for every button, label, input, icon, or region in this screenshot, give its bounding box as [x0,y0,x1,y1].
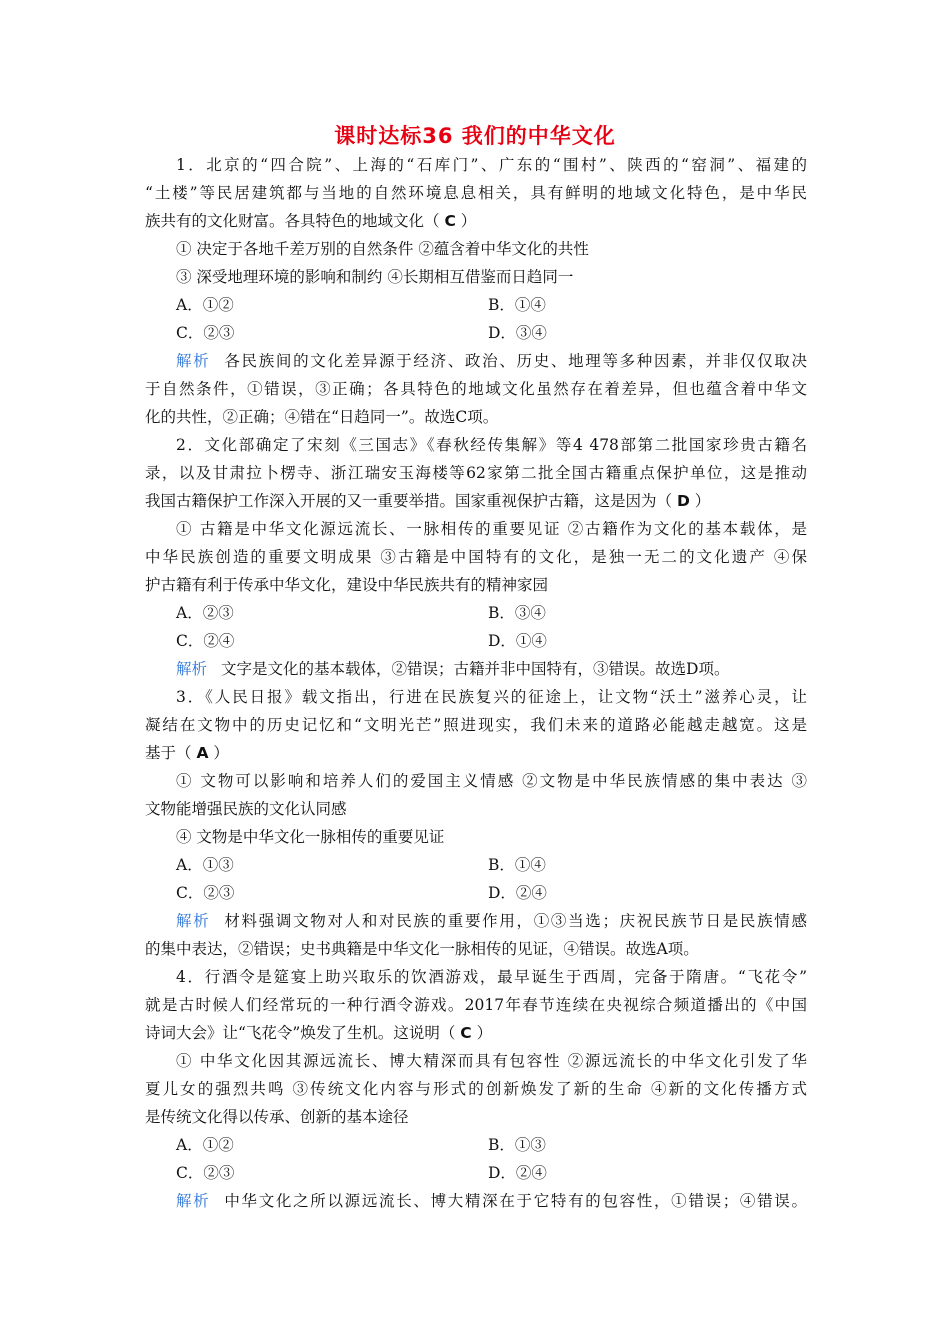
q2-option-c: C．②④ [176,632,235,650]
q4-statement: 夏儿女的强烈共鸣 ③传统文化内容与形式的创新焕发了新的生命 ④新的文化传播方式 [145,1080,807,1098]
q3-statement: ④ 文物是中华文化一脉相传的重要见证 [176,828,445,846]
q4-stem-line: 就是古时候人们经常玩的一种行酒令游戏。2017年春节连续在央视综合频道播出的《中国 [145,996,807,1014]
q3-analysis: 解析 材料强调文物对人和对民族的重要作用，①③当选；庆祝民族节日是民族情感 [176,912,807,930]
q1-analysis: 化的共性，②正确；④错在“日趋同一”。故选C项。 [145,408,499,426]
q3-stem-line: 3．《人民日报》载文指出，行进在民族复兴的征途上，让文物“沃土”滋养心灵，让 [176,688,807,706]
q3-stem-line: 基于（ A ） [145,744,229,762]
q3-statement: ① 文物可以影响和培养人们的爱国主义情感 ②文物是中华民族情感的集中表达 ③ [176,772,807,790]
q2-option-a: A．②③ [176,604,234,622]
q4-answer: C [460,1024,472,1042]
analysis-label: 解析 [176,660,208,678]
analysis-label: 解析 [176,1192,211,1210]
q2-answer: D [676,492,690,510]
q3-stem-line: 凝结在文物中的历史记忆和“文明光芒”照进现实，我们未来的道路必能越走越宽。这是 [145,716,807,734]
q4-analysis: 解析 中华文化之所以源远流长、博大精深在于它特有的包容性，①错误；④错误。 [176,1192,807,1210]
q4-option-a: A．①② [176,1136,234,1154]
analysis-label: 解析 [176,912,211,930]
q3-option-b: B．①④ [488,856,546,874]
q1-analysis: 于自然条件，①错误，③正确；各具特色的地域文化虽然存在着差异，但也蕴含着中华文 [145,380,807,398]
q3-analysis: 的集中表达，②错误；史书典籍是中华文化一脉相传的见证，④错误。故选A项。 [145,940,699,958]
q3-option-c: C．②③ [176,884,235,902]
q1-answer: C [444,212,456,230]
page-title: 课时达标36 我们的中华文化 [334,124,616,148]
q1-stem-line: 1．北京的“四合院”、上海的“石库门”、广东的“围村”、陕西的“窑洞”、福建的 [176,156,807,174]
q4-option-c: C．②③ [176,1164,235,1182]
q3-answer: A [196,744,209,762]
q1-option-c: C．②③ [176,324,235,342]
q3-statement: 文物能增强民族的文化认同感 [145,800,347,818]
q4-option-b: B．①③ [488,1136,546,1154]
q4-stem-line: 4．行酒令是筵宴上助兴取乐的饮酒游戏，最早诞生于西周，完备于隋唐。“飞花令” [176,968,807,986]
q2-stem-line: 我国古籍保护工作深入开展的又一重要举措。国家重视保护古籍，这是因为（ D ） [145,492,711,510]
q2-statement: 护古籍有利于传承中华文化，建设中华民族共有的精神家园 [145,576,549,594]
q1-statement: ① 决定于各地千差万别的自然条件 ②蕴含着中华文化的共性 [176,240,589,258]
q3-option-d: D．②④ [488,884,547,902]
q1-statement: ③ 深受地理环境的影响和制约 ④长期相互借鉴而日趋同一 [176,268,574,286]
q2-stem-line: 录，以及甘肃拉卜楞寺、浙江瑞安玉海楼等62家第二批全国古籍重点保护单位，这是推动 [145,464,807,482]
q2-option-d: D．①④ [488,632,547,650]
q1-option-a: A．①② [176,296,234,314]
q1-option-d: D．③④ [488,324,547,342]
q1-stem-line: 族共有的文化财富。各具特色的地域文化（ C ） [145,212,477,230]
q4-statement: ① 中华文化因其源远流长、博大精深而具有包容性 ②源远流长的中华文化引发了华 [176,1052,807,1070]
q1-option-b: B．①④ [488,296,546,314]
q1-stem-line: “土楼”等民居建筑都与当地的自然环境息息相关，具有鲜明的地域文化特色，是中华民 [145,184,807,202]
q4-option-d: D．②④ [488,1164,547,1182]
analysis-label: 解析 [176,352,211,370]
q2-statement: 中华民族创造的重要文明成果 ③古籍是中国特有的文化，是独一无二的文化遗产 ④保 [145,548,807,566]
q2-analysis: 解析 文字是文化的基本载体，②错误；古籍并非中国特有，③错误。故选D项。 [176,660,730,678]
q2-option-b: B．③④ [488,604,546,622]
q2-statement: ① 古籍是中华文化源远流长、一脉相传的重要见证 ②古籍作为文化的基本载体，是 [176,520,807,538]
q3-option-a: A．①③ [176,856,234,874]
q4-stem-line: 诗词大会》让“飞花令”焕发了生机。这说明（ C ） [145,1024,493,1042]
q2-stem-line: 2．文化部确定了宋刻《三国志》《春秋经传集解》等4 478部第二批国家珍贵古籍名 [176,436,807,454]
q1-analysis: 解析 各民族间的文化差异源于经济、政治、历史、地理等多种因素，并非仅仅取决 [176,352,807,370]
q4-statement: 是传统文化得以传承、创新的基本途径 [145,1108,409,1126]
